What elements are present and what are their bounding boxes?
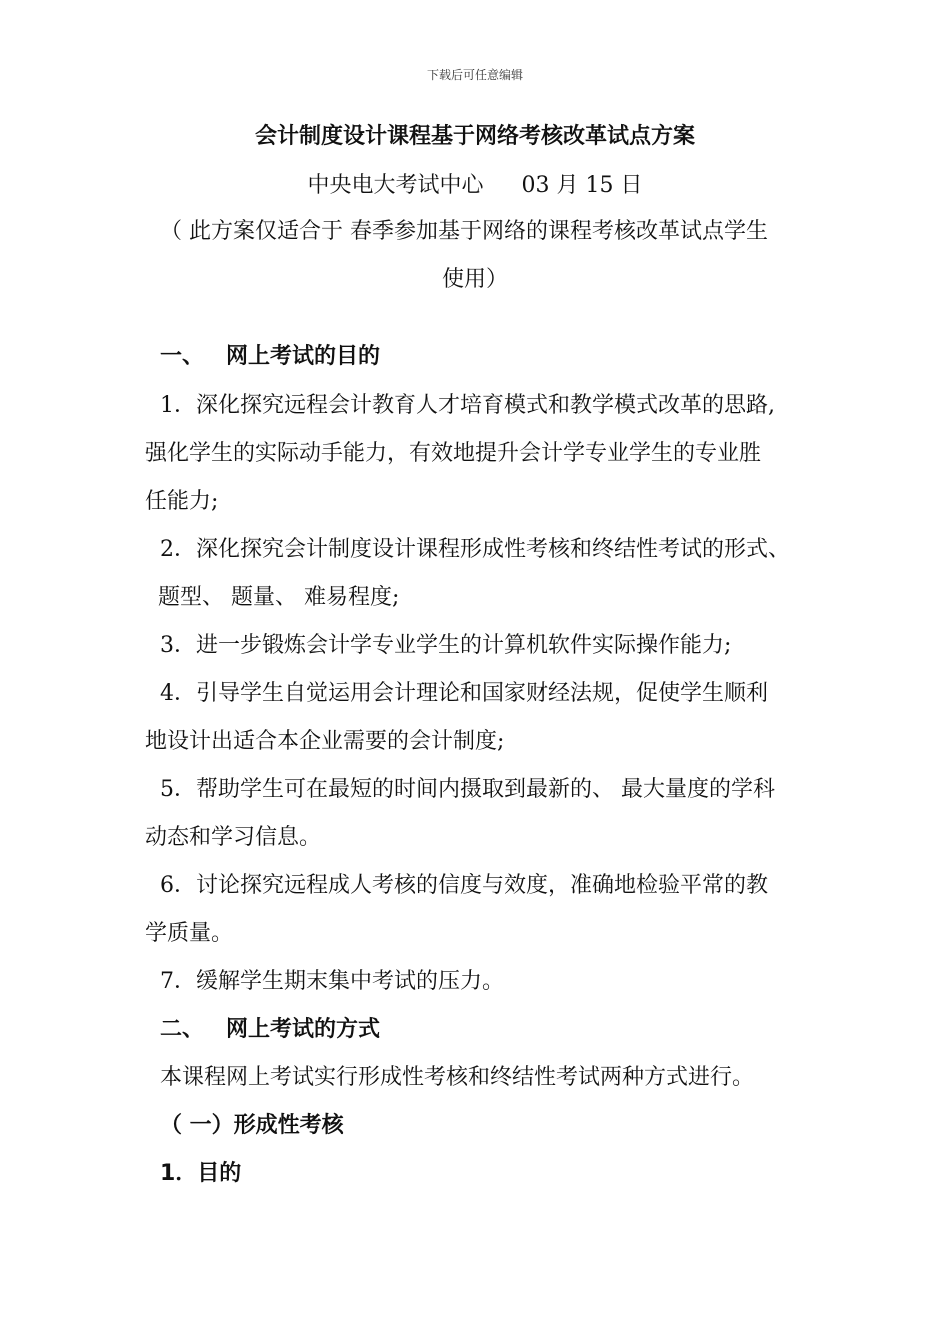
scope-note-line-1: （ 此方案仅适合于 春季参加基于网络的课程考核改革试点学生: [160, 219, 768, 244]
section-1-title: 网上考试的目的: [226, 344, 381, 369]
section-1-heading: [160, 343, 380, 371]
header-watermark: 下载后可任意编辑: [426, 68, 523, 82]
paragraph-line: 题型、 题量、 难易程度;: [158, 585, 400, 610]
issue-date: 03 月 15 日: [521, 173, 643, 198]
paragraph-line: 7．缓解学生期末集中考试的压力。: [160, 969, 504, 994]
issuer-date-line: [0, 168, 950, 199]
section-1-number: 一、: [160, 344, 205, 369]
paragraph-line: 强化学生的实际动手能力，有效地提升会计学专业学生的专业胜: [145, 441, 762, 466]
section-2-number: 二、: [160, 1017, 205, 1042]
paragraph-line: 2．深化探究会计制度设计课程形成性考核和终结性考试的形式、: [160, 537, 790, 562]
paragraph-line: 5．帮助学生可在最短的时间内摄取到最新的、 最大量度的学科: [160, 777, 775, 802]
paragraph-line: 6．讨论探究远程成人考核的信度与效度，准确地检验平常的教: [160, 873, 768, 898]
paragraph-line: 4．引导学生自觉运用会计理论和国家财经法规，促使学生顺利: [160, 681, 768, 706]
document-title: 会计制度设计课程基于网络考核改革试点方案: [254, 124, 695, 149]
paragraph-line: 3．进一步锻炼会计学专业学生的计算机软件实际操作能力;: [160, 633, 732, 658]
paragraph-line: 1．深化探究远程会计教育人才培育模式和教学模式改革的思路,: [160, 393, 775, 418]
subsection-item-heading: 1．目的: [160, 1161, 242, 1186]
section-2-heading: [160, 1016, 380, 1044]
section-2-title: 网上考试的方式: [226, 1017, 381, 1042]
paragraph-line: 动态和学习信息。: [145, 825, 322, 850]
issuer: 中央电大考试中心: [307, 173, 484, 198]
subsection-heading: （ 一）形成性考核: [160, 1113, 344, 1138]
paragraph-line: 任能力;: [145, 489, 219, 514]
paragraph-line: 地设计出适合本企业需要的会计制度;: [145, 729, 505, 754]
scope-note-line-2: 使用）: [441, 267, 508, 292]
section-2-intro: 本课程网上考试实行形成性考核和终结性考试两种方式进行。: [160, 1065, 755, 1090]
paragraph-line: 学质量。: [145, 921, 234, 946]
